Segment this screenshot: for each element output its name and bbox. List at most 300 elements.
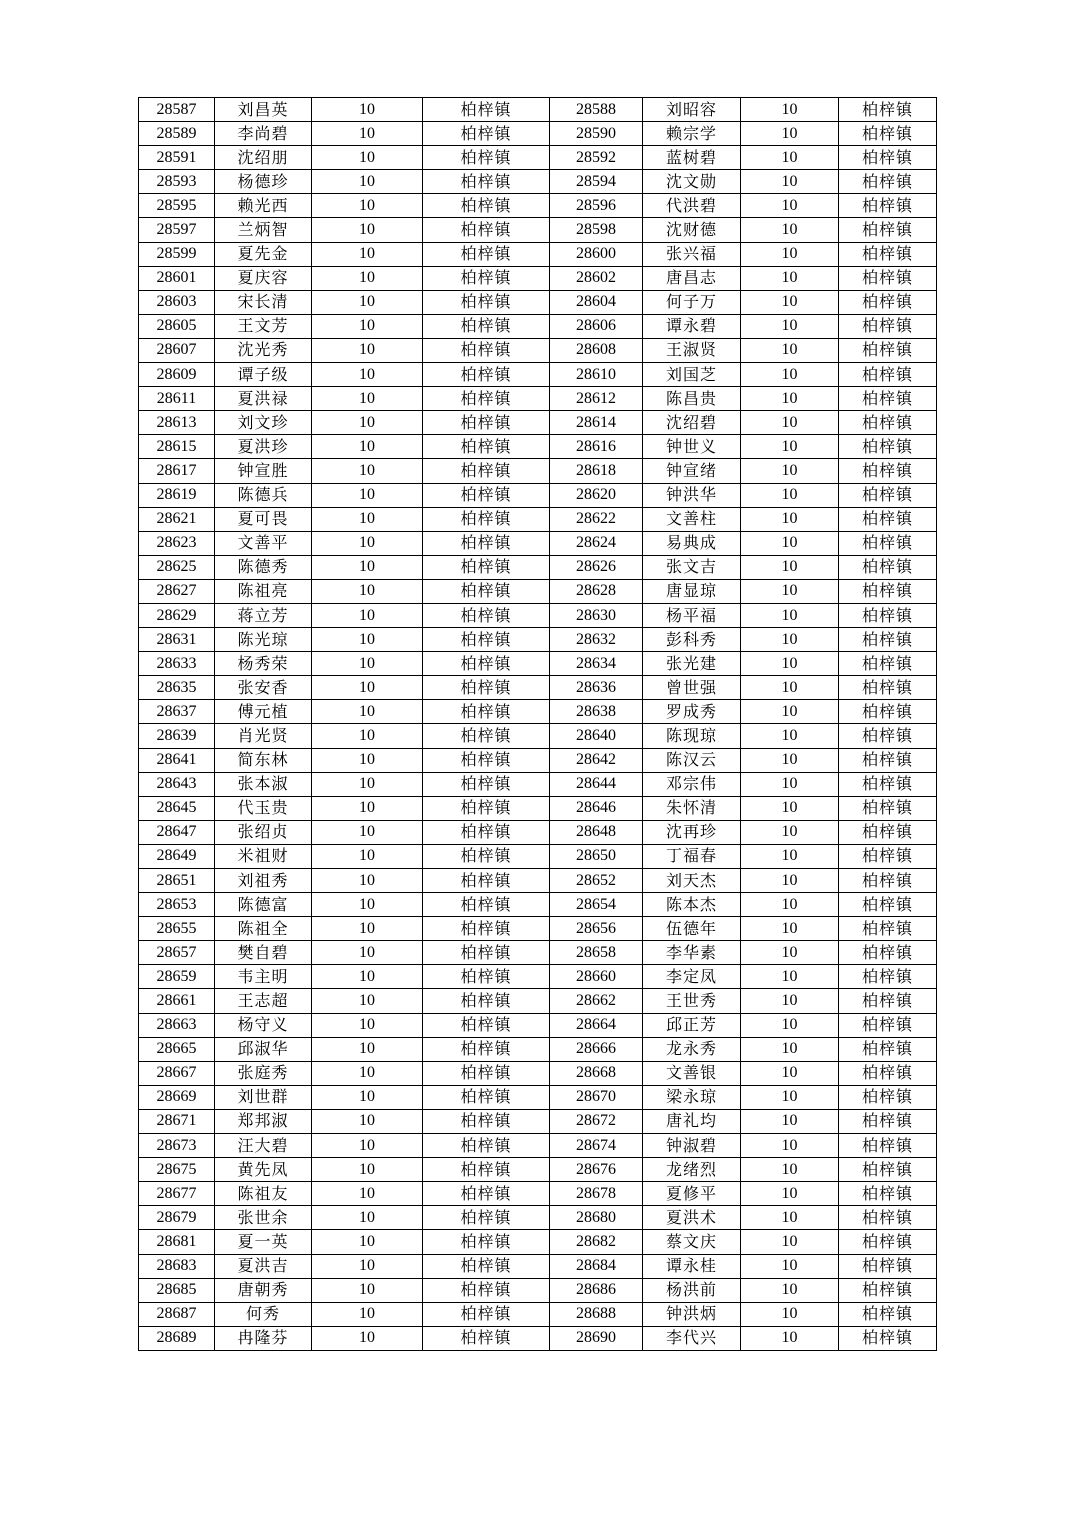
town-cell: 柏梓镇 [423, 242, 550, 266]
amount-cell: 10 [741, 820, 839, 844]
amount-cell: 10 [312, 290, 423, 314]
person-name-cell: 夏洪吉 [215, 1254, 312, 1278]
person-name-cell: 钟洪炳 [643, 1302, 741, 1326]
table-row [139, 1061, 937, 1085]
amount-cell: 10 [741, 194, 839, 218]
town-cell: 柏梓镇 [423, 531, 550, 555]
amount-cell: 10 [312, 724, 423, 748]
person-name-cell: 王志超 [215, 989, 312, 1013]
town-cell: 柏梓镇 [423, 1206, 550, 1230]
amount-cell: 10 [312, 989, 423, 1013]
town-cell: 柏梓镇 [839, 435, 937, 459]
table-row [139, 1158, 937, 1182]
town-cell: 柏梓镇 [423, 411, 550, 435]
amount-cell: 10 [741, 483, 839, 507]
record-number-cell: 28606 [550, 314, 643, 338]
town-cell: 柏梓镇 [839, 820, 937, 844]
table-row [139, 1037, 937, 1061]
record-number-cell: 28639 [139, 724, 215, 748]
amount-cell: 10 [312, 266, 423, 290]
record-number-cell: 28680 [550, 1206, 643, 1230]
record-number-cell: 28617 [139, 459, 215, 483]
town-cell: 柏梓镇 [839, 772, 937, 796]
person-name-cell: 谭永桂 [643, 1254, 741, 1278]
person-name-cell: 杨平福 [643, 603, 741, 627]
amount-cell: 10 [741, 676, 839, 700]
table-row [139, 748, 937, 772]
person-name-cell: 夏洪珍 [215, 435, 312, 459]
town-cell: 柏梓镇 [423, 941, 550, 965]
record-number-cell: 28652 [550, 869, 643, 893]
record-number-cell: 28588 [550, 98, 643, 122]
person-name-cell: 陈祖亮 [215, 579, 312, 603]
person-name-cell: 谭子级 [215, 363, 312, 387]
table-row [139, 435, 937, 459]
record-number-cell: 28627 [139, 579, 215, 603]
person-name-cell: 蔡文庆 [643, 1230, 741, 1254]
table-row [139, 869, 937, 893]
town-cell: 柏梓镇 [839, 338, 937, 362]
amount-cell: 10 [312, 1206, 423, 1230]
amount-cell: 10 [741, 218, 839, 242]
amount-cell: 10 [741, 1278, 839, 1302]
town-cell: 柏梓镇 [423, 1109, 550, 1133]
table-row [139, 1134, 937, 1158]
town-cell: 柏梓镇 [423, 1302, 550, 1326]
person-name-cell: 龙永秀 [643, 1037, 741, 1061]
person-name-cell: 陈德兵 [215, 483, 312, 507]
person-name-cell: 沈财德 [643, 218, 741, 242]
table-row [139, 844, 937, 868]
amount-cell: 10 [741, 1037, 839, 1061]
town-cell: 柏梓镇 [839, 676, 937, 700]
record-number-cell: 28661 [139, 989, 215, 1013]
amount-cell: 10 [312, 1182, 423, 1206]
person-name-cell: 易典成 [643, 531, 741, 555]
person-name-cell: 张文吉 [643, 555, 741, 579]
record-number-cell: 28638 [550, 700, 643, 724]
record-number-cell: 28678 [550, 1182, 643, 1206]
person-name-cell: 刘天杰 [643, 869, 741, 893]
person-name-cell: 王世秀 [643, 989, 741, 1013]
record-number-cell: 28594 [550, 170, 643, 194]
town-cell: 柏梓镇 [839, 218, 937, 242]
person-name-cell: 沈文勋 [643, 170, 741, 194]
amount-cell: 10 [312, 170, 423, 194]
record-number-cell: 28665 [139, 1037, 215, 1061]
person-name-cell: 夏一英 [215, 1230, 312, 1254]
amount-cell: 10 [741, 122, 839, 146]
record-number-cell: 28666 [550, 1037, 643, 1061]
amount-cell: 10 [312, 844, 423, 868]
town-cell: 柏梓镇 [423, 507, 550, 531]
record-number-cell: 28645 [139, 796, 215, 820]
town-cell: 柏梓镇 [423, 1013, 550, 1037]
record-number-cell: 28659 [139, 965, 215, 989]
amount-cell: 10 [312, 1061, 423, 1085]
town-cell: 柏梓镇 [423, 700, 550, 724]
amount-cell: 10 [312, 965, 423, 989]
person-name-cell: 杨守义 [215, 1013, 312, 1037]
table-row [139, 941, 937, 965]
person-name-cell: 唐昌志 [643, 266, 741, 290]
town-cell: 柏梓镇 [423, 363, 550, 387]
person-name-cell: 李华素 [643, 941, 741, 965]
record-number-cell: 28612 [550, 387, 643, 411]
person-name-cell: 梁永琼 [643, 1085, 741, 1109]
amount-cell: 10 [741, 435, 839, 459]
person-name-cell: 唐显琼 [643, 579, 741, 603]
person-name-cell: 张安香 [215, 676, 312, 700]
person-name-cell: 赖光西 [215, 194, 312, 218]
town-cell: 柏梓镇 [423, 1061, 550, 1085]
person-name-cell: 罗成秀 [643, 700, 741, 724]
table-row [139, 483, 937, 507]
amount-cell: 10 [312, 1013, 423, 1037]
amount-cell: 10 [741, 965, 839, 989]
town-cell: 柏梓镇 [839, 579, 937, 603]
record-number-cell: 28690 [550, 1326, 643, 1350]
person-name-cell: 刘世群 [215, 1085, 312, 1109]
town-cell: 柏梓镇 [839, 266, 937, 290]
amount-cell: 10 [741, 507, 839, 531]
amount-cell: 10 [741, 387, 839, 411]
person-name-cell: 沈光秀 [215, 338, 312, 362]
amount-cell: 10 [741, 1182, 839, 1206]
town-cell: 柏梓镇 [423, 917, 550, 941]
record-number-cell: 28657 [139, 941, 215, 965]
record-number-cell: 28623 [139, 531, 215, 555]
table-row [139, 122, 937, 146]
table-row [139, 290, 937, 314]
person-name-cell: 代玉贵 [215, 796, 312, 820]
amount-cell: 10 [741, 290, 839, 314]
town-cell: 柏梓镇 [839, 1182, 937, 1206]
person-name-cell: 赖宗学 [643, 122, 741, 146]
person-name-cell: 王文芳 [215, 314, 312, 338]
record-number-cell: 28613 [139, 411, 215, 435]
amount-cell: 10 [312, 603, 423, 627]
record-number-cell: 28619 [139, 483, 215, 507]
person-name-cell: 夏先金 [215, 242, 312, 266]
table-row [139, 194, 937, 218]
town-cell: 柏梓镇 [839, 989, 937, 1013]
town-cell: 柏梓镇 [423, 820, 550, 844]
record-number-cell: 28653 [139, 893, 215, 917]
person-name-cell: 李代兴 [643, 1326, 741, 1350]
town-cell: 柏梓镇 [839, 700, 937, 724]
amount-cell: 10 [741, 917, 839, 941]
record-number-cell: 28599 [139, 242, 215, 266]
person-name-cell: 文善平 [215, 531, 312, 555]
amount-cell: 10 [312, 917, 423, 941]
record-number-cell: 28629 [139, 603, 215, 627]
record-number-cell: 28656 [550, 917, 643, 941]
town-cell: 柏梓镇 [423, 676, 550, 700]
amount-cell: 10 [312, 628, 423, 652]
table-row [139, 98, 937, 122]
amount-cell: 10 [741, 266, 839, 290]
town-cell: 柏梓镇 [839, 1230, 937, 1254]
record-number-cell: 28647 [139, 820, 215, 844]
town-cell: 柏梓镇 [423, 483, 550, 507]
table-row [139, 676, 937, 700]
person-name-cell: 陈德秀 [215, 555, 312, 579]
amount-cell: 10 [312, 1037, 423, 1061]
record-number-cell: 28674 [550, 1134, 643, 1158]
person-name-cell: 何子万 [643, 290, 741, 314]
person-name-cell: 郑邦淑 [215, 1109, 312, 1133]
town-cell: 柏梓镇 [423, 1134, 550, 1158]
record-number-cell: 28631 [139, 628, 215, 652]
person-name-cell: 杨洪前 [643, 1278, 741, 1302]
amount-cell: 10 [312, 772, 423, 796]
amount-cell: 10 [741, 603, 839, 627]
town-cell: 柏梓镇 [423, 893, 550, 917]
amount-cell: 10 [312, 98, 423, 122]
amount-cell: 10 [741, 628, 839, 652]
person-name-cell: 夏可畏 [215, 507, 312, 531]
table-row [139, 652, 937, 676]
record-number-cell: 28602 [550, 266, 643, 290]
town-cell: 柏梓镇 [423, 1278, 550, 1302]
town-cell: 柏梓镇 [423, 170, 550, 194]
record-number-cell: 28641 [139, 748, 215, 772]
person-name-cell: 彭科秀 [643, 628, 741, 652]
town-cell: 柏梓镇 [839, 1158, 937, 1182]
record-number-cell: 28683 [139, 1254, 215, 1278]
amount-cell: 10 [741, 146, 839, 170]
amount-cell: 10 [741, 941, 839, 965]
table-row [139, 603, 937, 627]
town-cell: 柏梓镇 [423, 1037, 550, 1061]
town-cell: 柏梓镇 [423, 772, 550, 796]
amount-cell: 10 [741, 1326, 839, 1350]
table-row [139, 218, 937, 242]
person-name-cell: 肖光贤 [215, 724, 312, 748]
table-row [139, 242, 937, 266]
record-number-cell: 28621 [139, 507, 215, 531]
record-number-cell: 28648 [550, 820, 643, 844]
town-cell: 柏梓镇 [839, 387, 937, 411]
record-number-cell: 28688 [550, 1302, 643, 1326]
person-name-cell: 文善银 [643, 1061, 741, 1085]
table-row [139, 1206, 937, 1230]
town-cell: 柏梓镇 [423, 122, 550, 146]
table-row [139, 724, 937, 748]
table-row [139, 1109, 937, 1133]
person-name-cell: 汪大碧 [215, 1134, 312, 1158]
record-number-cell: 28622 [550, 507, 643, 531]
person-name-cell: 夏修平 [643, 1182, 741, 1206]
amount-cell: 10 [312, 387, 423, 411]
amount-cell: 10 [312, 507, 423, 531]
person-name-cell: 简东林 [215, 748, 312, 772]
amount-cell: 10 [741, 893, 839, 917]
person-name-cell: 陈德富 [215, 893, 312, 917]
record-number-cell: 28637 [139, 700, 215, 724]
roster-body [139, 98, 937, 1351]
town-cell: 柏梓镇 [423, 869, 550, 893]
table-row [139, 1230, 937, 1254]
amount-cell: 10 [312, 194, 423, 218]
amount-cell: 10 [312, 242, 423, 266]
town-cell: 柏梓镇 [423, 435, 550, 459]
town-cell: 柏梓镇 [839, 242, 937, 266]
table-row [139, 266, 937, 290]
person-name-cell: 刘祖秀 [215, 869, 312, 893]
record-number-cell: 28600 [550, 242, 643, 266]
town-cell: 柏梓镇 [839, 1302, 937, 1326]
record-number-cell: 28663 [139, 1013, 215, 1037]
amount-cell: 10 [312, 1302, 423, 1326]
record-number-cell: 28628 [550, 579, 643, 603]
person-name-cell: 陈现琼 [643, 724, 741, 748]
table-row [139, 507, 937, 531]
town-cell: 柏梓镇 [839, 1037, 937, 1061]
person-name-cell: 黄先凤 [215, 1158, 312, 1182]
record-number-cell: 28642 [550, 748, 643, 772]
person-name-cell: 陈祖友 [215, 1182, 312, 1206]
amount-cell: 10 [312, 146, 423, 170]
record-number-cell: 28596 [550, 194, 643, 218]
town-cell: 柏梓镇 [839, 1013, 937, 1037]
town-cell: 柏梓镇 [839, 724, 937, 748]
person-name-cell: 李定凤 [643, 965, 741, 989]
record-number-cell: 28686 [550, 1278, 643, 1302]
record-number-cell: 28634 [550, 652, 643, 676]
person-name-cell: 唐礼均 [643, 1109, 741, 1133]
person-name-cell: 龙绪烈 [643, 1158, 741, 1182]
table-row [139, 1278, 937, 1302]
town-cell: 柏梓镇 [423, 628, 550, 652]
town-cell: 柏梓镇 [423, 146, 550, 170]
amount-cell: 10 [741, 242, 839, 266]
amount-cell: 10 [312, 1230, 423, 1254]
record-number-cell: 28687 [139, 1302, 215, 1326]
person-name-cell: 刘昌英 [215, 98, 312, 122]
town-cell: 柏梓镇 [423, 1182, 550, 1206]
record-number-cell: 28625 [139, 555, 215, 579]
record-number-cell: 28670 [550, 1085, 643, 1109]
amount-cell: 10 [741, 555, 839, 579]
table-row [139, 796, 937, 820]
record-number-cell: 28658 [550, 941, 643, 965]
person-name-cell: 曾世强 [643, 676, 741, 700]
record-number-cell: 28685 [139, 1278, 215, 1302]
town-cell: 柏梓镇 [839, 194, 937, 218]
person-name-cell: 兰炳智 [215, 218, 312, 242]
town-cell: 柏梓镇 [839, 748, 937, 772]
record-number-cell: 28646 [550, 796, 643, 820]
record-number-cell: 28605 [139, 314, 215, 338]
person-name-cell: 钟宣胜 [215, 459, 312, 483]
amount-cell: 10 [312, 1109, 423, 1133]
person-name-cell: 邱淑华 [215, 1037, 312, 1061]
person-name-cell: 邱正芳 [643, 1013, 741, 1037]
amount-cell: 10 [741, 724, 839, 748]
town-cell: 柏梓镇 [839, 1109, 937, 1133]
town-cell: 柏梓镇 [839, 1278, 937, 1302]
record-number-cell: 28611 [139, 387, 215, 411]
person-name-cell: 蒋立芳 [215, 603, 312, 627]
town-cell: 柏梓镇 [423, 555, 550, 579]
amount-cell: 10 [741, 700, 839, 724]
person-name-cell: 宋长清 [215, 290, 312, 314]
amount-cell: 10 [741, 772, 839, 796]
amount-cell: 10 [312, 796, 423, 820]
record-number-cell: 28595 [139, 194, 215, 218]
amount-cell: 10 [741, 1061, 839, 1085]
amount-cell: 10 [741, 1230, 839, 1254]
table-row [139, 459, 937, 483]
town-cell: 柏梓镇 [839, 314, 937, 338]
town-cell: 柏梓镇 [839, 1061, 937, 1085]
amount-cell: 10 [741, 531, 839, 555]
amount-cell: 10 [741, 1158, 839, 1182]
town-cell: 柏梓镇 [839, 411, 937, 435]
town-cell: 柏梓镇 [423, 652, 550, 676]
town-cell: 柏梓镇 [839, 917, 937, 941]
table-row [139, 989, 937, 1013]
table-row [139, 531, 937, 555]
person-name-cell: 钟洪华 [643, 483, 741, 507]
roster-table [138, 97, 937, 1351]
amount-cell: 10 [741, 170, 839, 194]
person-name-cell: 夏庆容 [215, 266, 312, 290]
table-row [139, 917, 937, 941]
town-cell: 柏梓镇 [839, 1206, 937, 1230]
person-name-cell: 张光建 [643, 652, 741, 676]
amount-cell: 10 [741, 98, 839, 122]
amount-cell: 10 [312, 411, 423, 435]
person-name-cell: 杨秀荣 [215, 652, 312, 676]
table-row [139, 628, 937, 652]
record-number-cell: 28649 [139, 844, 215, 868]
town-cell: 柏梓镇 [839, 1134, 937, 1158]
amount-cell: 10 [741, 411, 839, 435]
person-name-cell: 刘国芝 [643, 363, 741, 387]
person-name-cell: 陈光琼 [215, 628, 312, 652]
amount-cell: 10 [312, 748, 423, 772]
amount-cell: 10 [741, 1085, 839, 1109]
record-number-cell: 28684 [550, 1254, 643, 1278]
person-name-cell: 陈汉云 [643, 748, 741, 772]
amount-cell: 10 [312, 820, 423, 844]
amount-cell: 10 [741, 459, 839, 483]
person-name-cell: 李尚碧 [215, 122, 312, 146]
amount-cell: 10 [312, 1326, 423, 1350]
person-name-cell: 朱怀清 [643, 796, 741, 820]
person-name-cell: 文善柱 [643, 507, 741, 531]
town-cell: 柏梓镇 [839, 363, 937, 387]
amount-cell: 10 [741, 314, 839, 338]
town-cell: 柏梓镇 [423, 98, 550, 122]
person-name-cell: 张本淑 [215, 772, 312, 796]
record-number-cell: 28644 [550, 772, 643, 796]
person-name-cell: 邓宗伟 [643, 772, 741, 796]
person-name-cell: 王淑贤 [643, 338, 741, 362]
record-number-cell: 28592 [550, 146, 643, 170]
town-cell: 柏梓镇 [839, 98, 937, 122]
record-number-cell: 28620 [550, 483, 643, 507]
person-name-cell: 唐朝秀 [215, 1278, 312, 1302]
town-cell: 柏梓镇 [839, 652, 937, 676]
person-name-cell: 樊自碧 [215, 941, 312, 965]
amount-cell: 10 [312, 338, 423, 362]
town-cell: 柏梓镇 [423, 1254, 550, 1278]
table-row [139, 1182, 937, 1206]
